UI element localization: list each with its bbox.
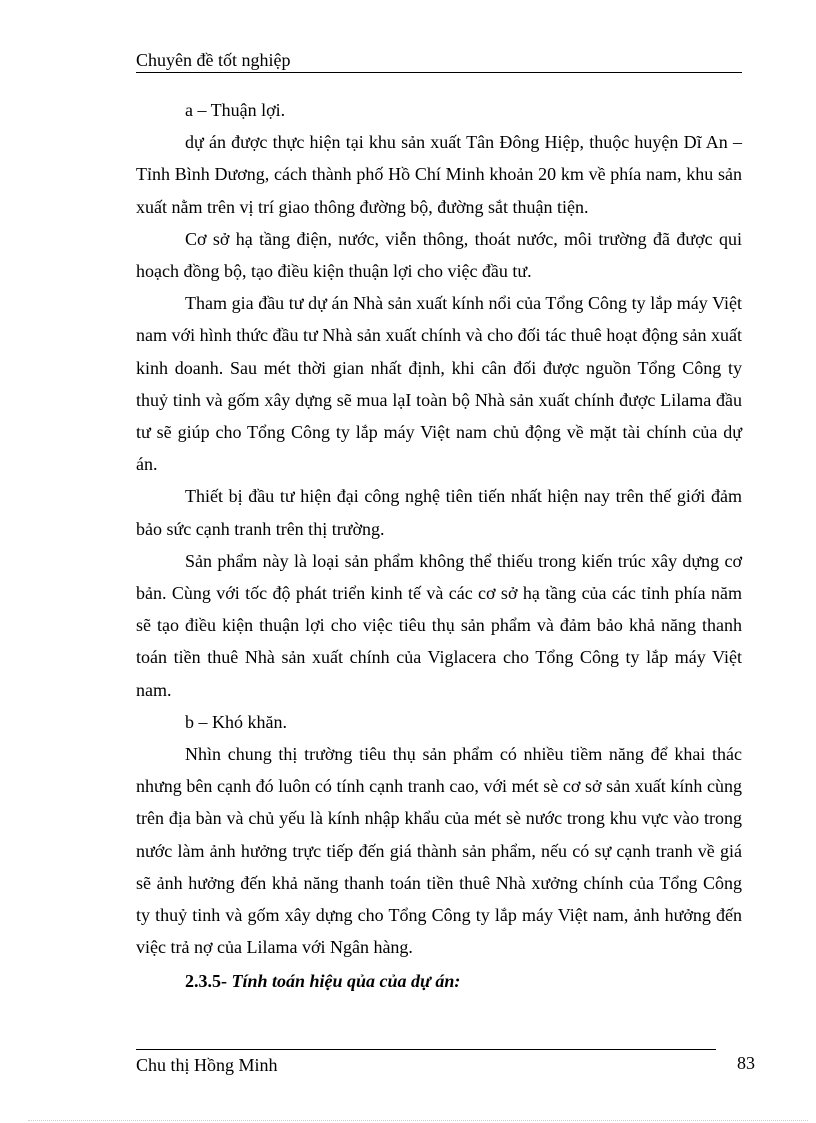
section-title: Tính toán hiệu qủa của dự án: [231, 971, 461, 992]
paragraph-equipment: Thiết bị đầu tư hiện đại công nghệ tiên tiến nhất hiện nay trên thế giới đảm bảo sức cạnh tranh trên thị trường. [136, 486, 742, 539]
subheading-advantages: a – Thuận lợi. [185, 100, 286, 120]
paragraph-investment: Tham gia đầu tư dự án Nhà sản xuất kính nổi của Tổng Công ty lắp máy Việt nam với hình thức đầu tư Nhà sản xuất chính và cho đối tác thuê hoạt động sản xuất kinh doanh. Sau mét thời gian nhất định, khi cân đối được nguồn Tổng Công ty thuỷ tinh và gốm xây dựng sẽ mua lạI toàn bộ Nhà sản xuất chính được Lilama đầu tư sẽ giúp cho Tổng Công ty lắp máy Việt nam chủ động về mặt tài chính của dự án. [136, 293, 742, 475]
paragraph-market: Nhìn chung thị trường tiêu thụ sản phẩm có nhiều tiềm năng để khai thác nhưng bên cạnh đó luôn có tính cạnh tranh cao, với mét sè cơ sở sản xuất kính cùng trên địa bàn và chủ yếu là kính nhập khẩu của mét sè nước trong khu vực vào trong nước làm ảnh hưởng trực tiếp đến giá thành sản phẩm, nếu có sự cạnh tranh về giá sẽ ảnh hưởng đến khả năng thanh toán tiền thuê Nhà xưởng chính của Tổng Công ty thuỷ tinh và gốm xây dựng cho Tổng Công ty lắp máy Việt nam, ảnh hưởng đến việc trả nợ của Lilama với Ngân hàng. [136, 744, 742, 958]
section-number: 2.3.5- [185, 971, 232, 992]
subheading-difficulties: b – Khó khăn. [185, 711, 287, 732]
section-heading [136, 965, 742, 997]
paragraph-location: dự án được thực hiện tại khu sản xuất Tân Đông Hiệp, thuộc huyện Dĩ An – Tỉnh Bình Dương, cách thành phố Hồ Chí Minh khoản 20 km về phía nam, khu sản xuất nằm trên vị trí giao thông đường bộ, đường sắt thuận tiện. [136, 132, 742, 217]
header-title: Chuyên đề tốt nghiệp [136, 50, 291, 70]
page-number: 83 [737, 1053, 755, 1073]
page-header [136, 48, 742, 73]
paragraph-infrastructure: Cơ sở hạ tầng điện, nước, viễn thông, thoát nước, môi trường đã được qui hoạch đồng bộ, tạo điều kiện thuận lợi cho việc đầu tư. [136, 228, 742, 282]
footer-divider [136, 1049, 716, 1050]
paragraph-product: Sản phẩm này là loại sản phẩm không thể thiếu trong kiến trúc xây dựng cơ bản. Cùng với tốc độ phát triển kinh tế và các cơ sở hạ tầng của các tỉnh phía năm sẽ tạo điều kiện thuận lợi cho việc tiêu thụ sản phẩm và đảm bảo khả năng thanh toán tiền thuê Nhà sản xuất chính của Viglacera cho Tổng Công ty lắp máy Việt nam. [136, 550, 742, 700]
page-bottom-border [28, 1120, 808, 1121]
body-text [136, 94, 742, 998]
footer-author: Chu thị Hồng Minh [136, 1055, 278, 1075]
